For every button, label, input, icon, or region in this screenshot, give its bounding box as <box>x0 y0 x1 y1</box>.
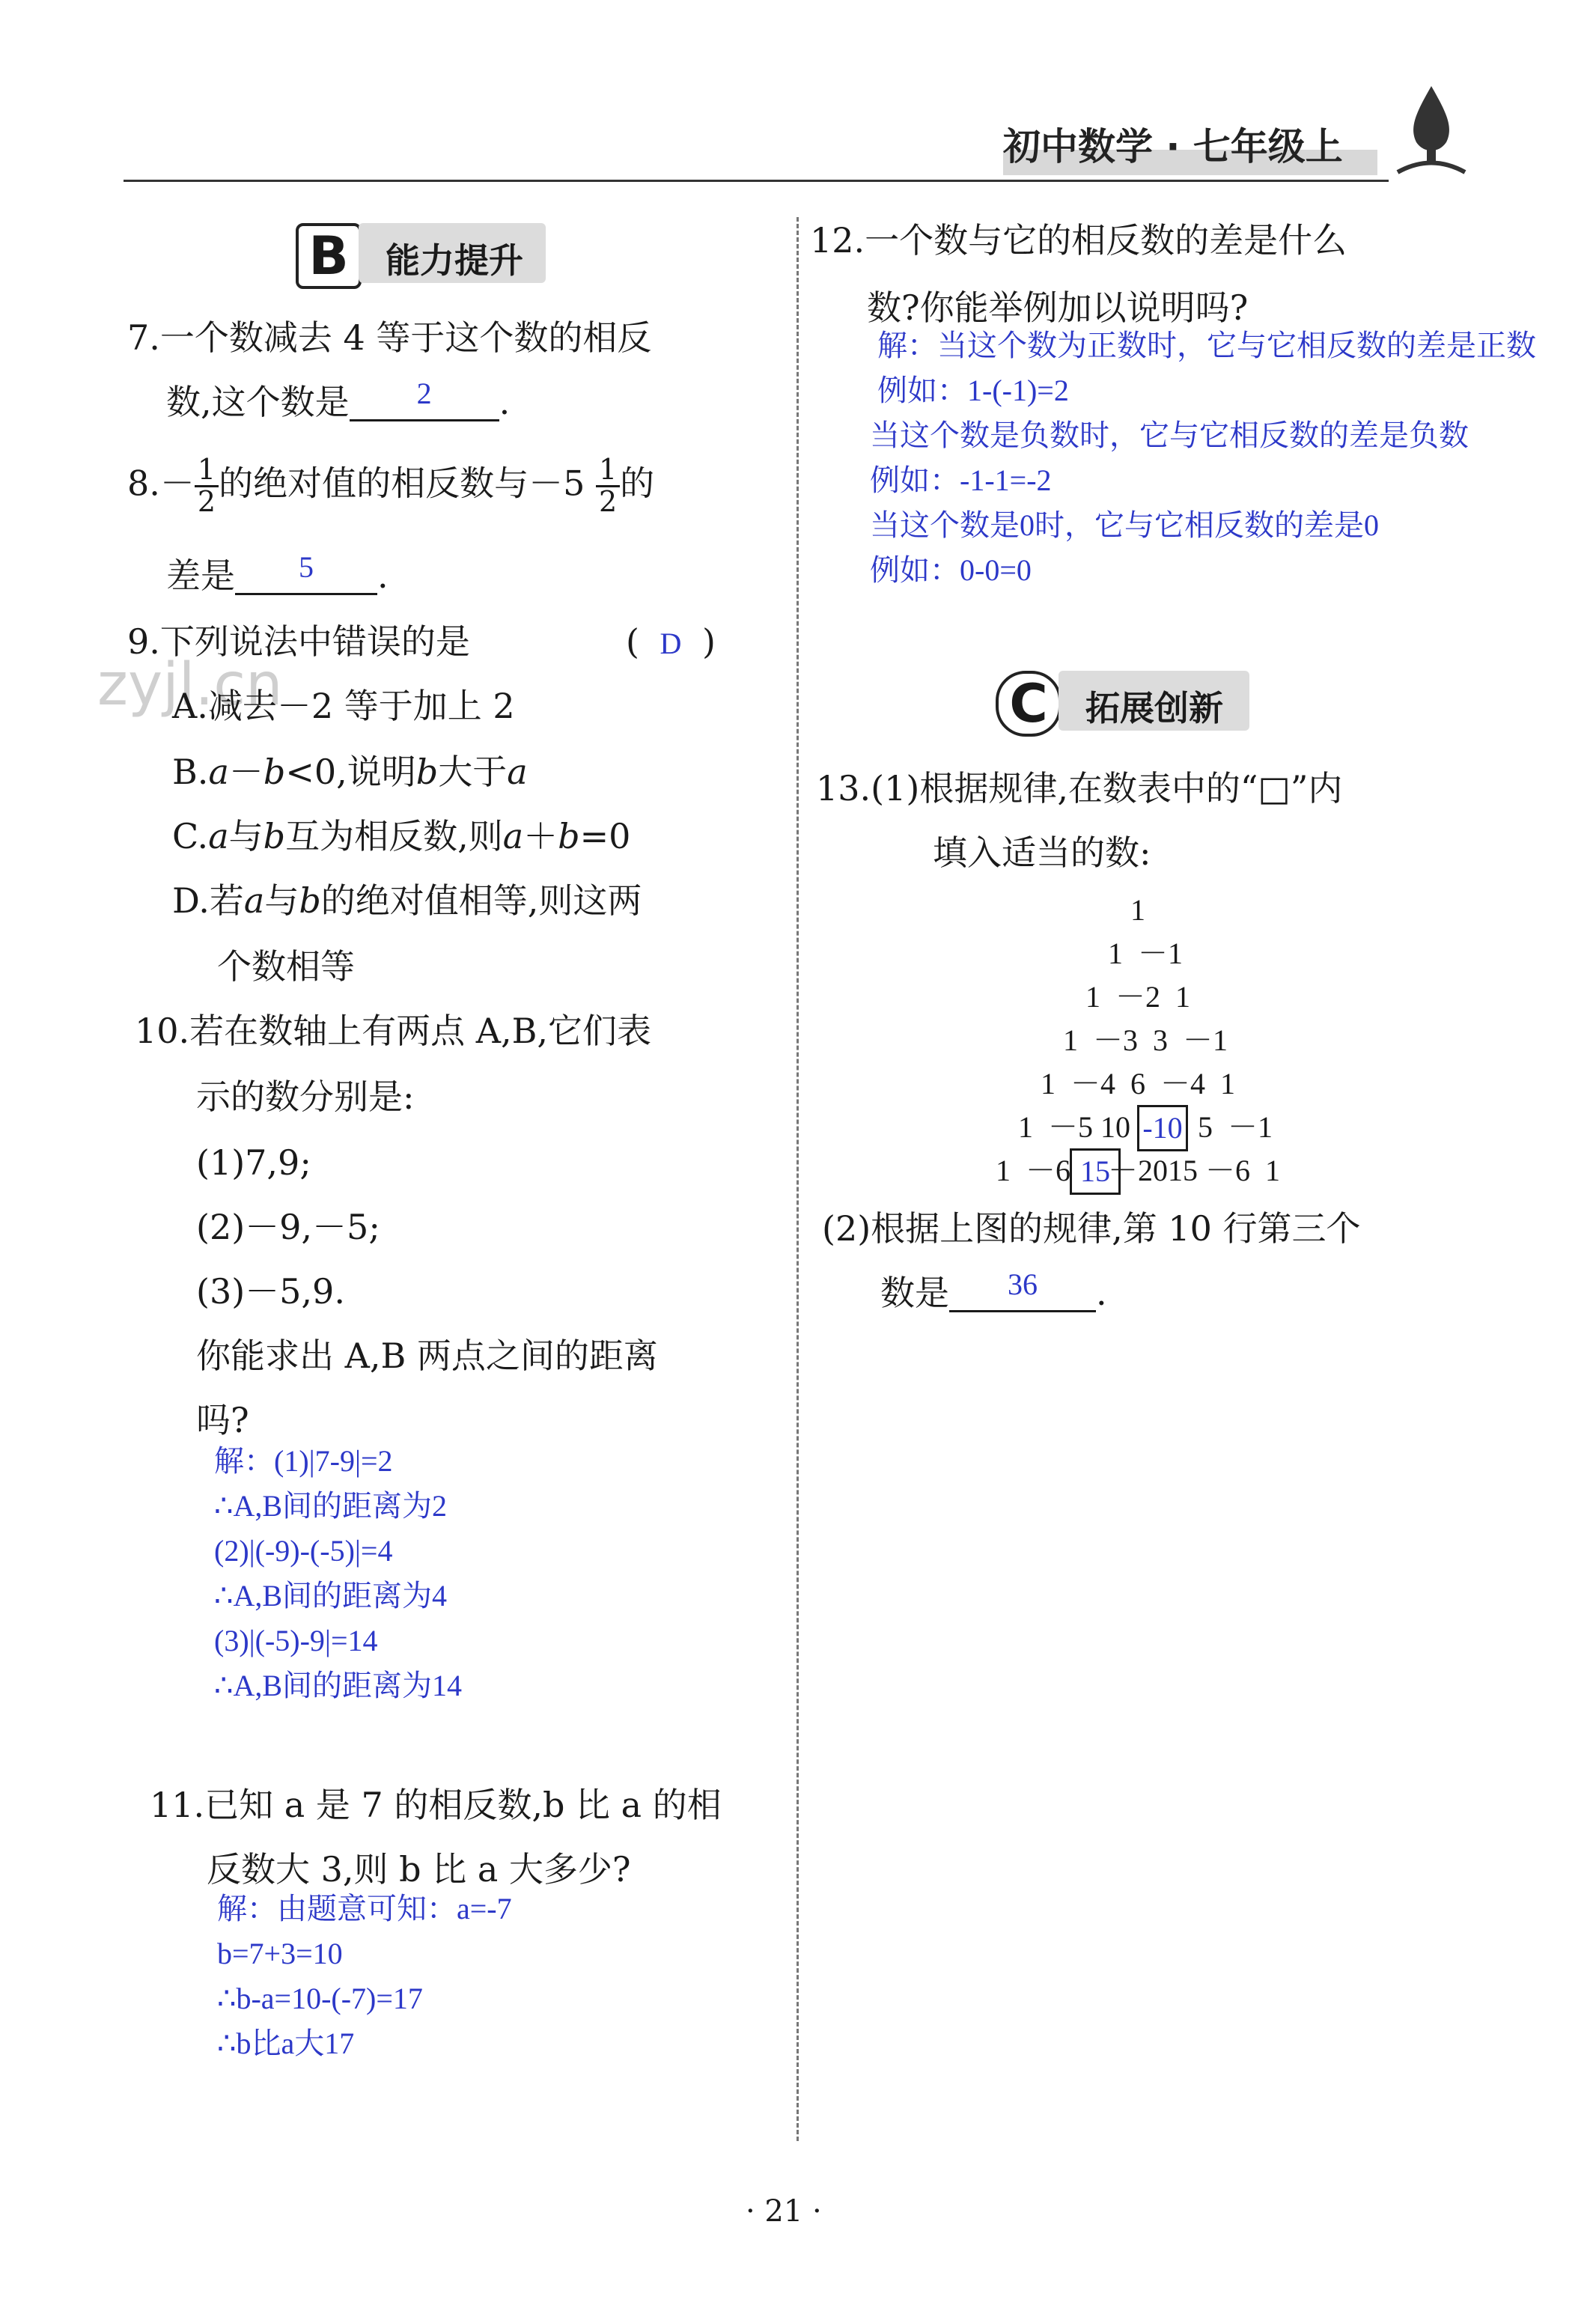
q8-line2: 差是 5 . <box>166 550 389 596</box>
header-rule <box>124 180 1389 182</box>
q9-option-a: A.减去－2 等于加上 2 <box>172 686 515 726</box>
q12-line1: 12.一个数与它的相反数的差是什么 <box>810 220 1347 261</box>
section-c-heading <box>996 671 1254 734</box>
triangle-cell: 15 <box>1168 1154 1198 1187</box>
q13-line2: 填入适当的数: <box>933 832 1151 873</box>
triangle-cell: 1 <box>1108 937 1123 970</box>
q10-part3: (3)－5,9. <box>196 1271 345 1312</box>
q9-stem: 9.下列说法中错误的是 <box>127 621 470 662</box>
q8-line1: 8.－ $\frac{1}{2}$ 的绝对值的相反数与－5 $\frac{1}{2}$ 的 <box>127 453 655 518</box>
q12-solution-6: 例如：0-0=0 <box>870 553 1032 587</box>
triangle-cell: 1 <box>996 1154 1011 1187</box>
section-c-letter: C <box>996 671 1062 737</box>
q11-solution-4: ∴b比a大17 <box>217 2027 355 2060</box>
triangle-cell: 1 <box>1018 1110 1033 1144</box>
q11-line2: 反数大 3,则 b 比 a 大多少? <box>207 1849 631 1890</box>
page-number: · 21 · <box>746 2194 822 2229</box>
triangle-cell: －1 <box>1138 937 1183 970</box>
triangle-cell: 1 <box>1130 893 1145 927</box>
triangle-cell: －6 <box>1026 1154 1070 1187</box>
q13-answer: 36 <box>1008 1267 1038 1301</box>
triangle-cell: －3 <box>1093 1023 1138 1057</box>
header-title: 初中数学 · 七年级上 <box>1003 125 1343 168</box>
q10-solution-2: ∴A,B间的距离为2 <box>214 1489 448 1523</box>
triangle-cell: －6 <box>1205 1154 1250 1187</box>
q9-option-b: B.a－b<0,说明b大于a <box>172 752 528 792</box>
q9-answer: D <box>660 627 682 660</box>
triangle-cell: 1 <box>1175 980 1190 1014</box>
triangle-cell: 1 <box>1063 1023 1078 1057</box>
q11-solution-1: 解：由题意可知：a=-7 <box>217 1892 512 1925</box>
triangle-cell: －2 <box>1115 980 1160 1014</box>
triangle-cell: －4 <box>1070 1067 1115 1100</box>
triangle-cell: －4 <box>1160 1067 1205 1100</box>
q11-solution-2: b=7+3=10 <box>217 1937 343 1970</box>
q12-solution-4: 例如：-1-1=-2 <box>870 463 1052 497</box>
section-b-title: 能力提升 <box>386 240 523 281</box>
q10-line1: 10.若在数轴上有两点 A,B,它们表 <box>135 1011 652 1051</box>
triangle-cell: －1 <box>1183 1023 1228 1057</box>
q13-line1: 13.(1)根据规律,在数表中的“□”内 <box>816 768 1343 809</box>
q12-line2: 数?你能举例加以说明吗? <box>867 287 1249 328</box>
section-c-title: 拓展创新 <box>1085 688 1223 728</box>
triangle-cell: 1 <box>1041 1067 1056 1100</box>
triangle-cell: 1 <box>1220 1067 1235 1100</box>
q9-option-d-line2: 个数相等 <box>217 946 355 987</box>
section-b-letter: B <box>296 223 362 289</box>
q11-solution-3: ∴b-a=10-(-7)=17 <box>217 1982 423 2015</box>
q11-line1: 11.已知 a 是 7 的相反数,b 比 a 的相 <box>150 1785 722 1825</box>
q10-part1: (1)7,9; <box>196 1142 311 1183</box>
q13-part2-line1: (2)根据上图的规律,第 10 行第三个 <box>822 1208 1361 1249</box>
triangle-cell: 6 <box>1130 1067 1145 1100</box>
q10-solution-4: ∴A,B间的距离为4 <box>214 1579 448 1613</box>
q12-solution-3: 当这个数是负数时，它与它相反数的差是负数 <box>870 418 1469 452</box>
triangle-cell: 1 <box>1085 980 1100 1014</box>
q10-line4: 吗? <box>196 1400 249 1440</box>
triangle-cell: －20 <box>1108 1154 1168 1187</box>
q12-solution-1: 解：当这个数为正数时，它与它相反数的差是正数 <box>877 329 1536 362</box>
q9-option-c: C.a与b互为相反数,则a＋b=0 <box>172 816 631 856</box>
tree-logo-icon <box>1394 82 1469 180</box>
q10-line2: 示的数分别是: <box>196 1077 415 1117</box>
q8-answer: 5 <box>299 550 314 584</box>
q9-option-d: D.若a与b的绝对值相等,则这两 <box>172 880 642 921</box>
q12-solution-2: 例如：1-(-1)=2 <box>877 374 1069 407</box>
q13-part2-line2: 数是 36 . <box>880 1267 1107 1313</box>
q10-solution-1: 解：(1)|7-9|=2 <box>214 1444 393 1478</box>
q7-line1: 7.一个数减去 4 等于这个数的相反 <box>127 317 652 358</box>
q10-line3: 你能求出 A,B 两点之间的距离 <box>196 1336 658 1376</box>
q10-solution-3: (2)|(-9)-(-5)|=4 <box>214 1534 393 1568</box>
triangle-answer-box: 15 <box>1070 1148 1121 1195</box>
q10-solution-6: ∴A,B间的距离为14 <box>214 1669 463 1702</box>
q10-part2: (2)－9,－5; <box>196 1207 380 1247</box>
triangle-cell: 5 <box>1198 1110 1213 1144</box>
q7-answer: 2 <box>416 377 432 410</box>
q12-solution-5: 当这个数是0时，它与它相反数的差是0 <box>870 508 1379 542</box>
triangle-cell: －1 <box>1228 1110 1273 1144</box>
q10-solution-5: (3)|(-5)-9|=14 <box>214 1624 378 1657</box>
triangle-answer-box: -10 <box>1137 1105 1188 1151</box>
triangle-cell: 10 <box>1100 1110 1130 1144</box>
q9-answer-paren: ( D ) <box>626 621 716 662</box>
triangle-cell: 3 <box>1153 1023 1168 1057</box>
section-b-heading <box>296 223 550 286</box>
triangle-cell: 1 <box>1265 1154 1280 1187</box>
watermark: zyjl.cn <box>97 651 283 719</box>
triangle-cell: －5 <box>1048 1110 1093 1144</box>
q7-line2: 数,这个数是 2 . <box>166 377 511 422</box>
column-divider <box>797 217 799 2141</box>
